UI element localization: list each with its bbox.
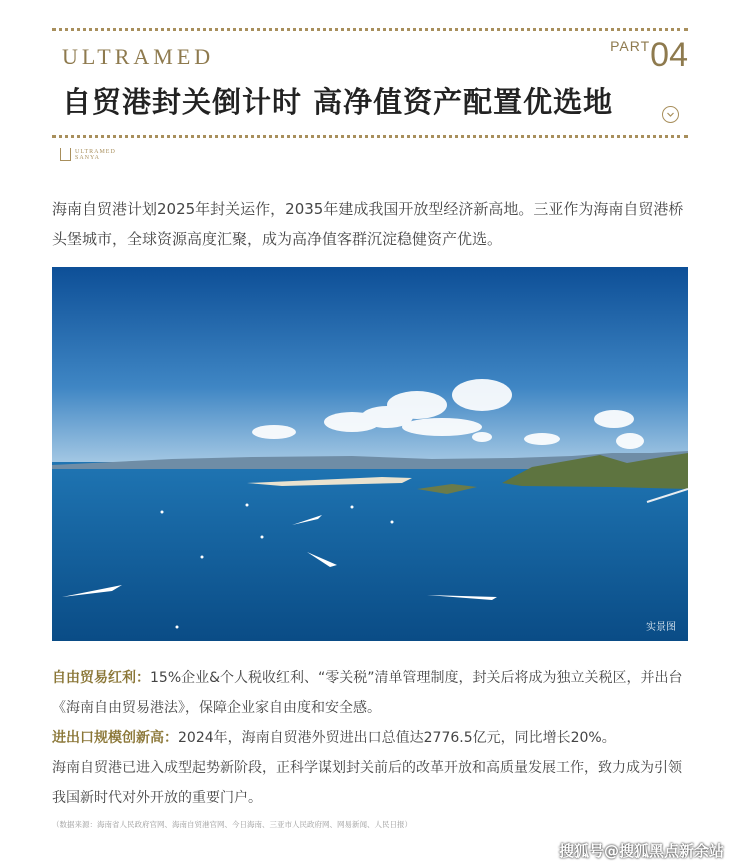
paragraph-label: 进出口规模创新高： xyxy=(52,730,178,746)
watermark: 搜狐号@搜狐黑点新余站 xyxy=(558,842,724,860)
small-logo-line2: SANYA xyxy=(75,154,101,161)
paragraph-text: 2024年，海南自贸港外贸进出口总值达2776.5亿元，同比增长20%。 xyxy=(178,730,616,746)
part-word: PART xyxy=(610,38,651,54)
paragraph-label: 自由贸易红利： xyxy=(52,670,150,686)
small-logo-line1: ULTRAMED xyxy=(75,148,116,155)
paragraph-trade-benefits xyxy=(52,663,692,723)
data-source-note: （数据来源：海南省人民政府官网、海南自贸港官网、今日海南、三亚市人民政府网、网易新闻、人民日报） xyxy=(52,820,412,829)
bottom-divider xyxy=(52,135,688,138)
page-title: 自贸港封关倒计时 高净值资产配置优选地 xyxy=(62,85,614,119)
paragraph-text: 海南自贸港已进入成型起势新阶段，正科学谋划封关前后的改革开放和高质量发展工作，致力成为引领我国新时代对外开放的重要门户。 xyxy=(52,760,682,806)
photo-caption: 实景图 xyxy=(646,622,676,633)
paragraph-text: 15%企业&个人税收红利、“零关税”清单管理制度，封关后将成为独立关税区，并出台《海南自由贸易港法》，保障企业家自由度和安全感。 xyxy=(52,670,683,716)
logo-mark-icon xyxy=(60,148,71,161)
sea-photo xyxy=(52,267,688,641)
paragraph-new-stage xyxy=(52,753,692,813)
paragraph-import-export xyxy=(52,723,692,753)
top-divider xyxy=(52,28,688,31)
intro-text: 海南自贸港计划2025年封关运作，2035年建成我国开放型经济新高地。三亚作为海南自贸港桥头堡城市，全球资源高度汇聚，成为高净值客群沉淀稳健资产优选。 xyxy=(52,200,684,248)
chevron-down-icon xyxy=(662,106,679,123)
brand-logo: ULTRAMED xyxy=(62,44,215,69)
part-label xyxy=(610,36,688,75)
part-number: 04 xyxy=(650,36,688,74)
small-logo xyxy=(60,148,116,161)
